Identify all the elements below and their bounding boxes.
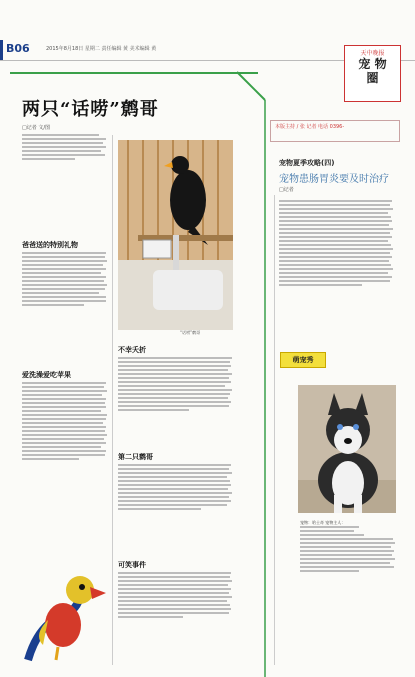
article-byline: □记者 文/图 [22,125,50,131]
logo-line1: 宠 物 [358,57,387,71]
subhead-1: 爸爸送的特别礼物 [22,240,78,249]
header-accent [0,40,3,60]
pet-profile [300,520,398,574]
host-info-box [270,120,400,142]
lead-text [22,134,110,162]
photo-caption: “话唠”鹩哥 [180,330,201,335]
subhead-2: 爱洗澡爱吃苹果 [22,370,71,379]
bird-cage-photo [118,140,233,330]
body-col-3 [118,357,236,413]
body-col-4 [118,464,236,512]
pet-caption: 宠物：哈士奇 宠物主人： [300,520,346,525]
body-col-2 [22,382,110,462]
column-rule-1 [112,135,113,665]
sidebar-body [279,200,397,288]
logo-line2: 圈 [366,71,379,85]
host-info: 本版主持 / 张 记者 电话 0396- [275,124,345,130]
dateline: 2015年8月18日 星期二 责任编辑 黄 美术编辑 黄 [46,46,157,52]
husky-dog-image [298,385,396,513]
badge-label: 萌宠秀 [292,356,314,364]
column-rule-2 [274,195,275,665]
myna-bird-image [118,140,233,330]
subhead-4: 第二只鹩哥 [118,452,153,461]
sidebar-byline: □记者 [279,187,294,193]
body-col-5 [118,572,236,620]
logo-top: 天中晚报 [360,50,385,57]
section-logo [344,45,401,102]
green-diagonal [235,70,275,677]
article-headline: 两只“话唠”鹩哥 [22,99,159,120]
subhead-3: 不幸夭折 [118,345,146,354]
cartoon-parrot [8,565,108,665]
sidebar-headline: 宠物患肠胃炎要及时治疗 [279,174,389,185]
husky-photo [298,385,396,513]
parrot-illustration [8,565,108,665]
body-col-1 [22,252,110,308]
green-divider [10,72,258,74]
subhead-5: 可笑事件 [118,560,146,569]
pet-show-badge [280,352,326,368]
page-number: B06 [6,42,30,55]
sidebar-column-title: 宠物夏季攻略(四) [279,159,335,167]
